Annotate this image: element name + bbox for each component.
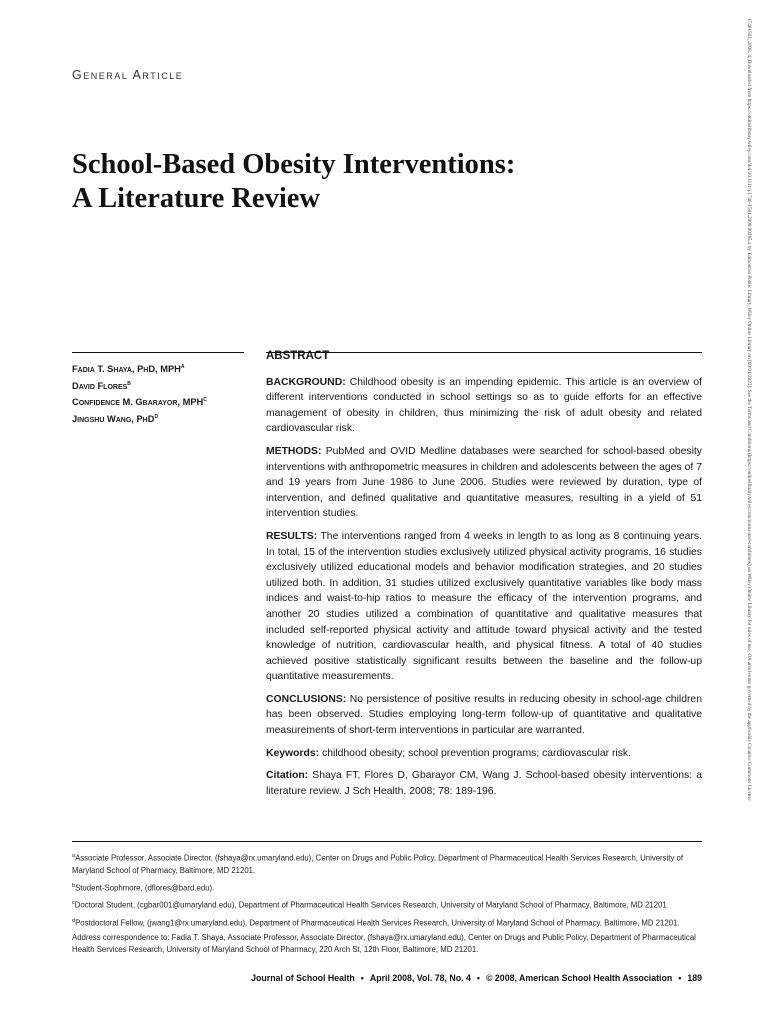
abstract-background — [266, 375, 702, 437]
author-name: David Flores — [72, 380, 128, 391]
conclusions-text: No persistence of positive results in reducing obesity in school-age children has been observed. Studies employing long-term follow-up of quantitative and qualitative measurements of short-term interventions in particular are warranted. — [266, 693, 702, 737]
footer-separator: • — [360, 973, 364, 983]
correspondence-note: Address correspondence to: Fadia T. Shaya, Associate Professor, Associate Director, (fshaya@rx.umaryland.edu), Center on Drugs and Public Policy, Department of Pharmaceutical Health Services Research, University of Maryland School of Pharmacy, 220 Arch St, 12th Floor, Baltimore, MD 21201. — [72, 933, 696, 955]
author-affiliation-mark: b — [127, 379, 131, 387]
abstract-section — [266, 349, 702, 806]
author-affiliation-mark: c — [203, 396, 207, 404]
footnote-item — [72, 850, 702, 877]
article-title — [72, 148, 692, 216]
author-list — [72, 360, 262, 426]
footnote-text: Associate Professor, Associate Director, (fshaya@rx.umaryland.edu), Center on Drugs and Public Policy, Department of Pharmaceutical Health Services Research, University of Maryland School of Pharmacy, Baltimore, MD 21201. — [72, 853, 684, 875]
author-item — [72, 360, 262, 377]
page-footer — [72, 973, 702, 983]
footnote-mark: c — [72, 900, 75, 907]
author-affiliation-mark: a — [180, 363, 185, 370]
abstract-results — [266, 529, 702, 685]
journal-issue: April 2008, Vol. 78, No. 4 — [369, 973, 471, 983]
author-item — [72, 377, 262, 394]
download-notice-sidebar: 17461561, 2008, 4, Downloaded from https://onlinelibrary.wiley.com/doi/10.1111/j.1746-1561.2008.00285.x by Edmonton Public Library, Wiley Online Library on [09/01/2023]. See the Terms and Conditions (https://onlinelibrary.wiley.com/terms-and-conditions) on Wiley Online Library for rules of use; OA articles are governed by the applicable Creative Commons License — [746, 18, 752, 801]
author-name: Jingshu Wang, PhD — [72, 413, 155, 424]
author-item — [72, 393, 262, 410]
author-item — [72, 410, 262, 427]
footnote-text: Doctoral Student, (cgbar001@umaryland.edu), Department of Pharmaceutical Health Services Research, University of Maryland School of Pharmacy, Baltimore, MD 21201. — [74, 900, 669, 910]
abstract-citation — [266, 768, 702, 799]
footnote-text: Postdoctoral Fellow, (jwang1@rx.umaryland.edu), Department of Pharmaceutical Health Services Research, University of Maryland School of Pharmacy, Baltimore, MD 21201. — [75, 918, 680, 928]
copyright-notice: © 2008, American School Health Association — [485, 973, 673, 983]
results-text: The interventions ranged from 4 weeks in length to as long as 8 continuing years. In total, 15 of the intervention studies exclusively utilized physical activity programs, 16 studies exclusively utilized educational models and behavior modification strategies, and 20 studies utilized both. In addition, 31 studies utilized exclusively quantitative variables like body mass indices and waist-to-hip ratios to measure the efficacy of the intervention programs, and another 20 studies utilized a combination of quantitative and qualitative measures that included self-reported physical activity and attitude toward physical activity and the tested knowledge of nutrition, cardiovascular health, and physical fitness. A total of 40 studies achieved positive statistically significant results between the baseline and the follow-up quantitative measurements. — [266, 530, 703, 683]
journal-name: Journal of School Health — [251, 973, 355, 983]
results-label: RESULTS: — [266, 530, 318, 542]
footnote-item — [72, 897, 702, 912]
footnote-text: Student-Sophmore, (dflores@bard.edu). — [75, 883, 215, 893]
methods-text: PubMed and OVID Medline databases were searched for school-based obesity interventions with anthropometric measures in children and adolescents between the ages of 7 and 19 years from June 1986 to June 2006. Studies were reviewed by duration, type of intervention, and defined qualitative and quantitative measures, resulting in a yield of 51 intervention studies. — [266, 445, 703, 520]
footer-separator: • — [678, 973, 682, 983]
footnote-item — [72, 880, 702, 895]
methods-label: METHODS: — [266, 445, 322, 457]
conclusions-label: CONCLUSIONS: — [266, 693, 347, 705]
footer-separator: • — [476, 973, 480, 983]
keywords-text: childhood obesity; school prevention programs; cardiovascular risk. — [322, 747, 632, 759]
author-name: Confidence M. Gbarayor, MPH — [72, 397, 204, 408]
footnote-mark: d — [72, 917, 76, 924]
citation-label: Citation: — [266, 770, 309, 782]
footnote-item — [72, 915, 702, 930]
citation-text: Shaya FT, Flores D, Gbarayor CM, Wang J. School-based obesity interventions: a literature review. J Sch Health. 2008; 78: 189-196. — [266, 770, 702, 797]
abstract-methods — [266, 444, 702, 522]
author-divider — [72, 352, 244, 353]
background-label: BACKGROUND: — [266, 376, 346, 388]
footnote-mark: a — [72, 853, 76, 859]
page-number: 189 — [687, 973, 702, 983]
abstract-heading: ABSTRACT — [266, 350, 330, 362]
author-name: Fadia T. Shaya, PhD, MPH — [72, 364, 181, 375]
abstract-keywords — [266, 746, 702, 762]
keywords-label: Keywords: — [266, 747, 320, 759]
footnote-mark: b — [72, 882, 76, 889]
article-type-label: General Article — [72, 68, 184, 82]
footnotes — [72, 841, 702, 959]
background-text: Childhood obesity is an impending epidemic. This article is an overview of different interventions conducted in school settings so as to guide efforts for an effective management of obesity in children, thus minimizing the risk of adult obesity and related cardiovascular risk. — [266, 376, 702, 435]
abstract-conclusions — [266, 692, 702, 739]
title-line-2: A Literature Review — [72, 183, 320, 214]
author-affiliation-mark: d — [154, 412, 159, 420]
title-line-1: School-Based Obesity Interventions: — [72, 149, 516, 180]
